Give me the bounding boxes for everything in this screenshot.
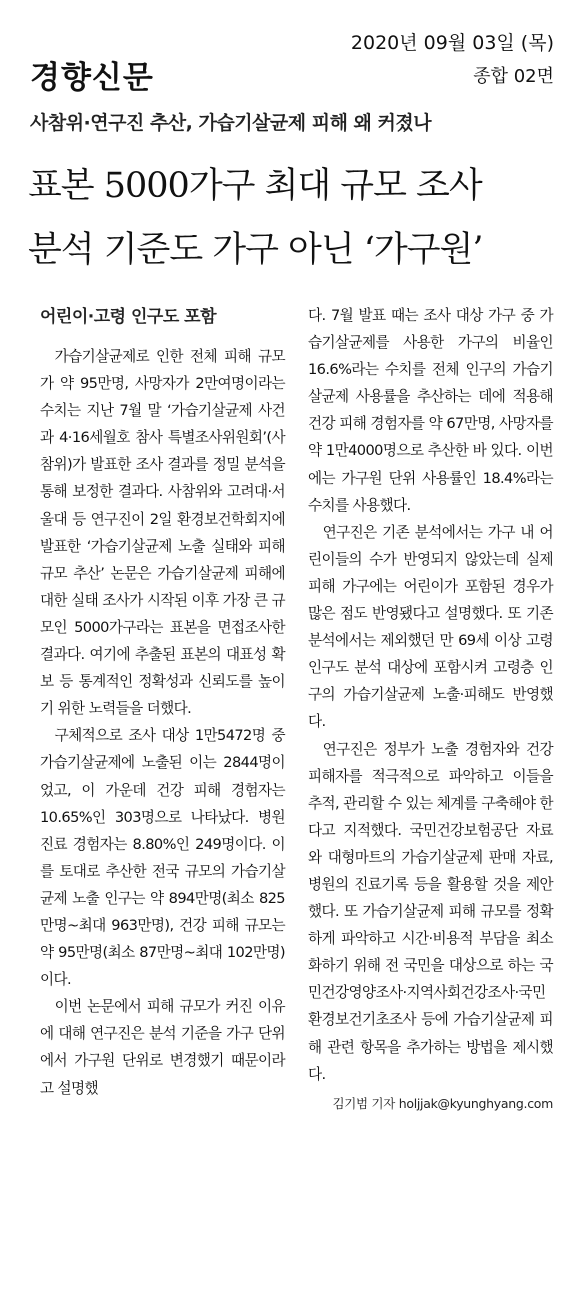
newspaper-masthead: 경향신문 (30, 60, 154, 96)
body-paragraph: 다. 7월 발표 때는 조사 대상 가구 중 가습기살균제를 사용한 가구의 비율인 16.6%라는 수치를 전체 인구의 가습기살균제 사용률을 추산하는 데에 적용해 건강 피해 경험자를 약 67만명, 사망자를 약 1만4000명으로 추산한 바 있다. 이번에는 가구원 단위 사용률인 18.4%라는 수치를 사용했다. (308, 307, 553, 514)
body-paragraph: 연구진은 정부가 노출 경험자와 건강 피해자를 적극적으로 파악하고 이들을 추적, 관리할 수 있는 체계를 구축해야 한다고 지적했다. 국민건강보험공단 자료와 대형마트의 가습기살균제 판매 자료, 병원의 진료기록 등을 활용할 것을 제안했다. 또 가습기살균제 피해 규모를 정확하게 파악하고 시간·비용적 부담을 최소화하기 위해 전 국민을 대상으로 하는 국민건강영양조사·지역사회건강조사·국민환경보건기초조사 등에 가습기살균제 피해 관련 항목을 추가하는 방법을 제시했다. (308, 740, 553, 1083)
article-byline: 김기범 기자 holjjak@kyunghyang.com (332, 1095, 553, 1111)
body-paragraph: 가습기살균제로 인한 전체 피해 규모가 약 95만명, 사망자가 2만여명이라는 수치는 지난 7월 말 ‘가습기살균제 사건과 4·16세월호 참사 특별조사위원회’(사참위)가 발표한 조사 결과를 정밀 분석을 통해 보정한 결과다. 사참위와 고려대·서울대 등 연구진이 2일 환경보건학회지에 발표한 ‘가습기살균제 노출 실태와 피해 규모 추산’ 논문은 가습기살균제 피해에 대한 실태 조사가 시작된 이후 가장 큰 규모인 5000가구라는 표본을 면접조사한 결과다. 여기에 추출된 표본의 대표성 확보 등 통계적인 정확성과 신뢰도를 높이기 위한 노력들을 더했다. (40, 348, 285, 718)
section-page: 종합 02면 (473, 66, 554, 87)
body-paragraph: 구체적으로 조사 대상 1만5472명 중 가습기살균제에 노출된 이는 2844명이었고, 이 가운데 건강 피해 경험자는 10.65%인 303명으로 나타났다. 병원 진료 경험자는 8.80%인 249명이다. 이를 토대로 추산한 전국 규모의 가습기살균제 노출 인구는 약 894만명(최소 825만명~최대 963만명), 건강 피해 규모는 약 95만명(최소 87만명~최대 102만명)이다. (40, 727, 285, 989)
left-column (40, 302, 285, 1102)
right-column (308, 302, 553, 1112)
article-kicker: 사참위·연구진 추산, 가습기살균제 피해 왜 커졌나 (30, 112, 432, 134)
issue-date: 2020년 09월 03일 (목) (350, 32, 554, 54)
headline-line-2: 분석 기준도 가구 아닌 ‘가구원’ (28, 230, 483, 270)
body-paragraph: 연구진은 기존 분석에서는 가구 내 어린이들의 수가 반영되지 않았는데 실제 피해 가구에는 어린이가 포함된 경우가 많은 점도 반영됐다고 설명했다. 또 기존 분석에서는 제외했던 만 69세 이상 고령 인구도 분석 대상에 포함시켜 고령층 인구의 가습기살균제 노출·피해도 반영했다. (308, 523, 553, 731)
article-subhead: 어린이·고령 인구도 포함 (40, 307, 217, 327)
headline-line-1: 표본 5000가구 최대 규모 조사 (28, 166, 482, 206)
body-paragraph: 이번 논문에서 피해 규모가 커진 이유에 대해 연구진은 분석 기준을 가구 단위에서 가구원 단위로 변경했기 때문이라고 설명했 (40, 998, 285, 1097)
